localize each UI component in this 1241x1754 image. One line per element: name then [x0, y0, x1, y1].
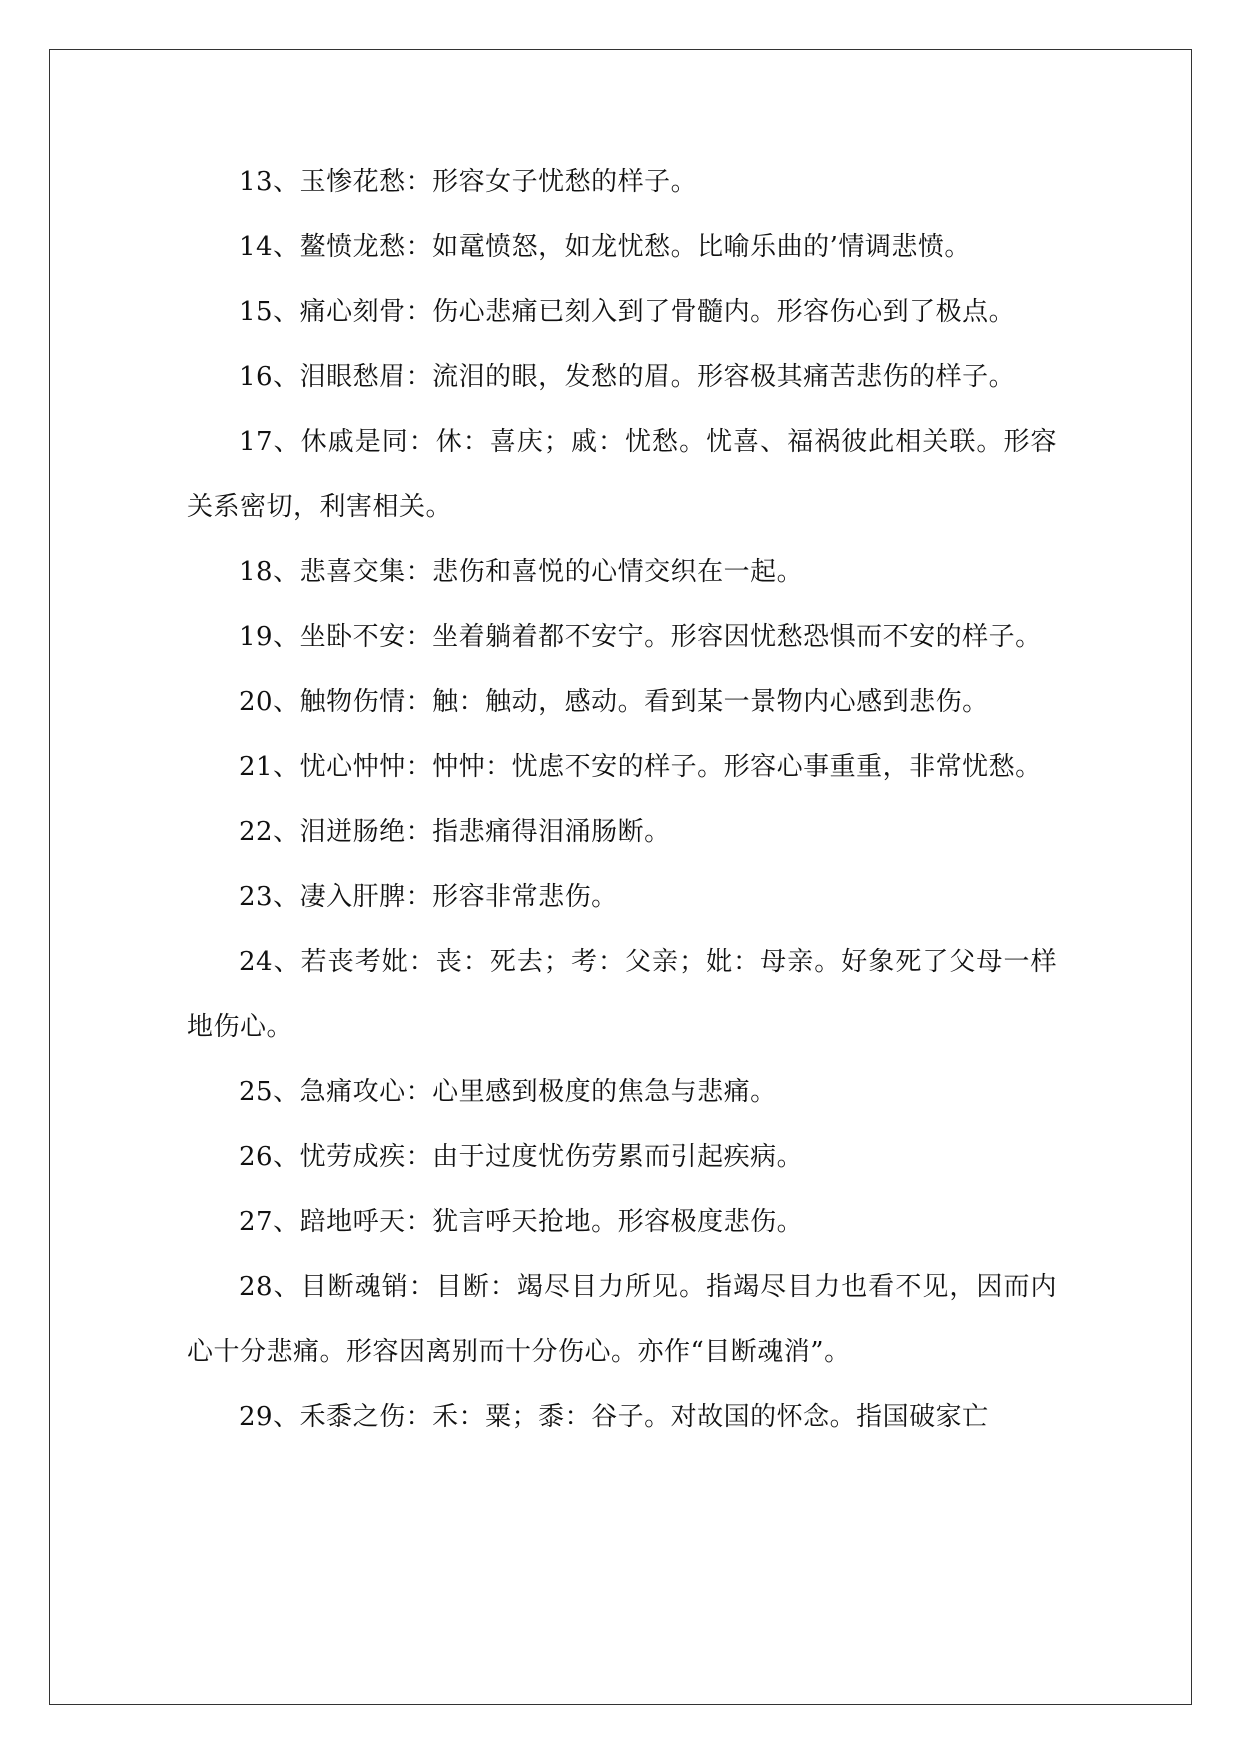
- entry-14: 14、鳌愤龙愁：如鼋愤怒，如龙忧愁。比喻乐曲的’情调悲愤。: [239, 232, 971, 262]
- entry-18: 18、悲喜交集：悲伤和喜悦的心情交织在一起。: [239, 557, 804, 587]
- entry-17: 17、休戚是同：休：喜庆；戚：忧愁。忧喜、福祸彼此相关联。形容关系密切，利害相关。: [187, 427, 1057, 522]
- entry-28: 28、目断魂销：目断：竭尽目力所见。指竭尽目力也看不见，因而内心十分悲痛。形容因离别而十分伤心。亦作“目断魂消”。: [187, 1272, 1057, 1367]
- entry-15: 15、痛心刻骨：伤心悲痛已刻入到了骨髓内。形容伤心到了极点。: [239, 297, 1016, 327]
- document-body: [187, 150, 1057, 1450]
- entry-16: 16、泪眼愁眉：流泪的眼，发愁的眉。形容极其痛苦悲伤的样子。: [239, 362, 1016, 392]
- entry-23: 23、凄入肝脾：形容非常悲伤。: [239, 882, 618, 912]
- entry-13: 13、玉惨花愁：形容女子忧愁的样子。: [239, 167, 698, 197]
- entry-21: 21、忧心忡忡：忡忡：忧虑不安的样子。形容心事重重，非常忧愁。: [239, 752, 1042, 782]
- entry-20: 20、触物伤情：触：触动，感动。看到某一景物内心感到悲伤。: [239, 687, 989, 717]
- entry-26: 26、忧劳成疾：由于过度忧伤劳累而引起疾病。: [239, 1142, 804, 1172]
- entry-27: 27、踣地呼天：犹言呼天抢地。形容极度悲伤。: [239, 1207, 804, 1237]
- entry-25: 25、急痛攻心：心里感到极度的焦急与悲痛。: [239, 1077, 777, 1107]
- entry-22: 22、泪迸肠绝：指悲痛得泪涌肠断。: [239, 817, 671, 847]
- entry-29: 29、禾黍之伤：禾：粟；黍：谷子。对故国的怀念。指国破家亡: [239, 1402, 989, 1432]
- entry-24: 24、若丧考妣：丧：死去；考：父亲；妣：母亲。好象死了父母一样地伤心。: [187, 947, 1057, 1042]
- entry-19: 19、坐卧不安：坐着躺着都不安宁。形容因忧愁恐惧而不安的样子。: [239, 622, 1042, 652]
